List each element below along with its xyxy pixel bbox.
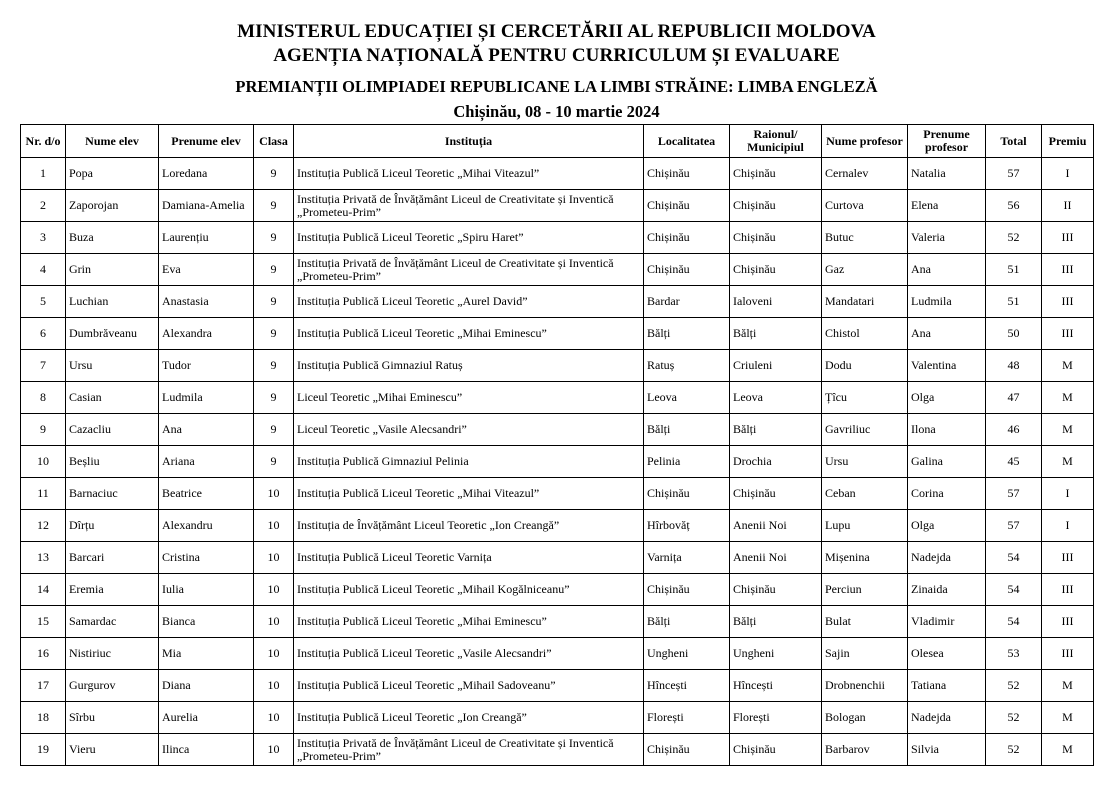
total-score-cell: 50 — [986, 318, 1042, 350]
prize-cell: M — [1042, 350, 1094, 382]
locality-cell: Varnița — [644, 542, 730, 574]
grade-cell: 9 — [254, 158, 294, 190]
prize-cell: I — [1042, 158, 1094, 190]
row-number-cell: 1 — [21, 158, 66, 190]
institution-cell: Liceul Teoretic „Mihai Eminescu” — [294, 382, 644, 414]
row-number-cell: 11 — [21, 478, 66, 510]
teacher-first-name-cell: Natalia — [908, 158, 986, 190]
total-score-cell: 54 — [986, 574, 1042, 606]
institution-cell: Instituția Privată de Învățământ Liceul de Creativitate și Inventică „Prometeu-Prim” — [294, 254, 644, 286]
col-header: Total — [986, 125, 1042, 158]
district-cell: Ialoveni — [730, 286, 822, 318]
locality-cell: Hîrbovăț — [644, 510, 730, 542]
last-name-cell: Nistiriuc — [66, 638, 159, 670]
district-cell: Chișinău — [730, 478, 822, 510]
institution-cell: Instituția Privată de Învățământ Liceul de Creativitate și Inventică „Prometeu-Prim” — [294, 190, 644, 222]
col-header: Localitatea — [644, 125, 730, 158]
prize-cell: III — [1042, 606, 1094, 638]
teacher-first-name-cell: Tatiana — [908, 670, 986, 702]
row-number-cell: 3 — [21, 222, 66, 254]
table-row — [21, 158, 1094, 190]
district-cell: Chișinău — [730, 574, 822, 606]
prize-cell: M — [1042, 670, 1094, 702]
locality-cell: Bălți — [644, 318, 730, 350]
last-name-cell: Cazacliu — [66, 414, 159, 446]
district-cell: Florești — [730, 702, 822, 734]
prize-cell: M — [1042, 734, 1094, 766]
teacher-first-name-cell: Silvia — [908, 734, 986, 766]
grade-cell: 9 — [254, 414, 294, 446]
institution-cell: Instituția Privată de Învățământ Liceul de Creativitate și Inventică „Prometeu-Prim” — [294, 734, 644, 766]
first-name-cell: Loredana — [159, 158, 254, 190]
table-row — [21, 254, 1094, 286]
prize-cell: III — [1042, 638, 1094, 670]
institution-cell: Instituția Publică Liceul Teoretic „Spiru Haret” — [294, 222, 644, 254]
institution-cell: Instituția Publică Liceul Teoretic „Mihai Viteazul” — [294, 158, 644, 190]
teacher-first-name-cell: Galina — [908, 446, 986, 478]
district-cell: Anenii Noi — [730, 542, 822, 574]
prize-cell: III — [1042, 286, 1094, 318]
teacher-last-name-cell: Cernalev — [822, 158, 908, 190]
table-row — [21, 478, 1094, 510]
institution-cell: Instituția Publică Gimnaziul Ratuș — [294, 350, 644, 382]
institution-cell: Instituția Publică Liceul Teoretic „Mihai Viteazul” — [294, 478, 644, 510]
teacher-first-name-cell: Ana — [908, 318, 986, 350]
last-name-cell: Gurgurov — [66, 670, 159, 702]
table-row — [21, 286, 1094, 318]
first-name-cell: Bianca — [159, 606, 254, 638]
institution-cell: Instituția de Învățământ Liceul Teoretic „Ion Creangă” — [294, 510, 644, 542]
grade-cell: 10 — [254, 510, 294, 542]
teacher-first-name-cell: Valeria — [908, 222, 986, 254]
grade-cell: 10 — [254, 574, 294, 606]
teacher-last-name-cell: Bulat — [822, 606, 908, 638]
teacher-first-name-cell: Olga — [908, 382, 986, 414]
teacher-first-name-cell: Ilona — [908, 414, 986, 446]
teacher-last-name-cell: Butuc — [822, 222, 908, 254]
last-name-cell: Dîrțu — [66, 510, 159, 542]
institution-cell: Instituția Publică Liceul Teoretic „Aurel David” — [294, 286, 644, 318]
row-number-cell: 19 — [21, 734, 66, 766]
institution-cell: Instituția Publică Liceul Teoretic „Mihai Eminescu” — [294, 606, 644, 638]
locality-cell: Florești — [644, 702, 730, 734]
institution-cell: Instituția Publică Gimnaziul Pelinia — [294, 446, 644, 478]
prize-cell: II — [1042, 190, 1094, 222]
last-name-cell: Dumbrăveanu — [66, 318, 159, 350]
locality-cell: Chișinău — [644, 734, 730, 766]
prize-cell: M — [1042, 414, 1094, 446]
teacher-last-name-cell: Țîcu — [822, 382, 908, 414]
total-score-cell: 51 — [986, 286, 1042, 318]
table-row — [21, 510, 1094, 542]
grade-cell: 10 — [254, 734, 294, 766]
col-header: Nume profesor — [822, 125, 908, 158]
total-score-cell: 52 — [986, 702, 1042, 734]
last-name-cell: Ursu — [66, 350, 159, 382]
first-name-cell: Eva — [159, 254, 254, 286]
teacher-first-name-cell: Ludmila — [908, 286, 986, 318]
table-row — [21, 702, 1094, 734]
district-cell: Hîncești — [730, 670, 822, 702]
teacher-last-name-cell: Mișenina — [822, 542, 908, 574]
locality-cell: Chișinău — [644, 190, 730, 222]
locality-cell: Ratuș — [644, 350, 730, 382]
teacher-last-name-cell: Curtova — [822, 190, 908, 222]
last-name-cell: Luchian — [66, 286, 159, 318]
institution-cell: Liceul Teoretic „Vasile Alecsandri” — [294, 414, 644, 446]
teacher-last-name-cell: Chistol — [822, 318, 908, 350]
prize-cell: M — [1042, 446, 1094, 478]
last-name-cell: Sîrbu — [66, 702, 159, 734]
row-number-cell: 16 — [21, 638, 66, 670]
grade-cell: 10 — [254, 702, 294, 734]
total-score-cell: 52 — [986, 670, 1042, 702]
prize-cell: M — [1042, 382, 1094, 414]
table-row — [21, 606, 1094, 638]
first-name-cell: Tudor — [159, 350, 254, 382]
prize-cell: M — [1042, 702, 1094, 734]
district-cell: Chișinău — [730, 222, 822, 254]
teacher-last-name-cell: Ceban — [822, 478, 908, 510]
row-number-cell: 6 — [21, 318, 66, 350]
total-score-cell: 53 — [986, 638, 1042, 670]
last-name-cell: Vieru — [66, 734, 159, 766]
row-number-cell: 12 — [21, 510, 66, 542]
row-number-cell: 4 — [21, 254, 66, 286]
laureates-table — [20, 124, 1094, 766]
total-score-cell: 57 — [986, 158, 1042, 190]
total-score-cell: 54 — [986, 542, 1042, 574]
prize-cell: III — [1042, 574, 1094, 606]
first-name-cell: Laurențiu — [159, 222, 254, 254]
district-cell: Bălți — [730, 318, 822, 350]
row-number-cell: 10 — [21, 446, 66, 478]
row-number-cell: 14 — [21, 574, 66, 606]
table-row — [21, 734, 1094, 766]
grade-cell: 9 — [254, 190, 294, 222]
district-cell: Bălți — [730, 414, 822, 446]
table-row — [21, 190, 1094, 222]
first-name-cell: Anastasia — [159, 286, 254, 318]
district-cell: Chișinău — [730, 734, 822, 766]
grade-cell: 10 — [254, 542, 294, 574]
first-name-cell: Diana — [159, 670, 254, 702]
table-row — [21, 382, 1094, 414]
district-cell: Leova — [730, 382, 822, 414]
teacher-first-name-cell: Vladimir — [908, 606, 986, 638]
grade-cell: 9 — [254, 318, 294, 350]
locality-cell: Bardar — [644, 286, 730, 318]
row-number-cell: 17 — [21, 670, 66, 702]
table-row — [21, 350, 1094, 382]
locality-cell: Chișinău — [644, 254, 730, 286]
district-cell: Ungheni — [730, 638, 822, 670]
header-agency: AGENȚIA NAȚIONALĂ PENTRU CURRICULUM ȘI EVALUARE — [273, 45, 840, 66]
table-row — [21, 638, 1094, 670]
last-name-cell: Grin — [66, 254, 159, 286]
district-cell: Anenii Noi — [730, 510, 822, 542]
prize-cell: III — [1042, 542, 1094, 574]
locality-cell: Bălți — [644, 414, 730, 446]
prize-cell: I — [1042, 510, 1094, 542]
institution-cell: Instituția Publică Liceul Teoretic „Mihail Sadoveanu” — [294, 670, 644, 702]
prize-cell: III — [1042, 318, 1094, 350]
row-number-cell: 18 — [21, 702, 66, 734]
teacher-first-name-cell: Nadejda — [908, 702, 986, 734]
last-name-cell: Popa — [66, 158, 159, 190]
teacher-first-name-cell: Zinaida — [908, 574, 986, 606]
teacher-first-name-cell: Ana — [908, 254, 986, 286]
total-score-cell: 56 — [986, 190, 1042, 222]
grade-cell: 9 — [254, 446, 294, 478]
col-header: Prenume profesor — [908, 125, 986, 158]
teacher-last-name-cell: Sajin — [822, 638, 908, 670]
col-header: Clasa — [254, 125, 294, 158]
teacher-last-name-cell: Gaz — [822, 254, 908, 286]
header-ministry: MINISTERUL EDUCAȚIEI ȘI CERCETĂRII AL REPUBLICII MOLDOVA — [237, 21, 876, 42]
first-name-cell: Alexandra — [159, 318, 254, 350]
grade-cell: 9 — [254, 382, 294, 414]
total-score-cell: 48 — [986, 350, 1042, 382]
locality-cell: Pelinia — [644, 446, 730, 478]
locality-cell: Chișinău — [644, 574, 730, 606]
first-name-cell: Cristina — [159, 542, 254, 574]
table-header-row — [21, 125, 1094, 158]
first-name-cell: Ilinca — [159, 734, 254, 766]
col-header: Instituția — [294, 125, 644, 158]
district-cell: Chișinău — [730, 190, 822, 222]
col-header: Nume elev — [66, 125, 159, 158]
first-name-cell: Ana — [159, 414, 254, 446]
first-name-cell: Aurelia — [159, 702, 254, 734]
header-title: PREMIANȚII OLIMPIADEI REPUBLICANE LA LIMBI STRĂINE: LIMBA ENGLEZĂ — [235, 77, 878, 96]
teacher-first-name-cell: Nadejda — [908, 542, 986, 574]
grade-cell: 10 — [254, 606, 294, 638]
grade-cell: 10 — [254, 670, 294, 702]
district-cell: Chișinău — [730, 254, 822, 286]
first-name-cell: Alexandru — [159, 510, 254, 542]
teacher-last-name-cell: Lupu — [822, 510, 908, 542]
grade-cell: 9 — [254, 254, 294, 286]
total-score-cell: 57 — [986, 478, 1042, 510]
total-score-cell: 57 — [986, 510, 1042, 542]
last-name-cell: Barnaciuc — [66, 478, 159, 510]
prize-cell: III — [1042, 222, 1094, 254]
locality-cell: Chișinău — [644, 222, 730, 254]
district-cell: Chișinău — [730, 158, 822, 190]
table-row — [21, 318, 1094, 350]
last-name-cell: Beșliu — [66, 446, 159, 478]
table-row — [21, 542, 1094, 574]
first-name-cell: Damiana-Amelia — [159, 190, 254, 222]
last-name-cell: Buza — [66, 222, 159, 254]
teacher-last-name-cell: Gavriliuc — [822, 414, 908, 446]
total-score-cell: 47 — [986, 382, 1042, 414]
teacher-last-name-cell: Drobnenchii — [822, 670, 908, 702]
teacher-last-name-cell: Bologan — [822, 702, 908, 734]
total-score-cell: 45 — [986, 446, 1042, 478]
table-row — [21, 222, 1094, 254]
prize-cell: I — [1042, 478, 1094, 510]
row-number-cell: 8 — [21, 382, 66, 414]
col-header: Prenume elev — [159, 125, 254, 158]
total-score-cell: 46 — [986, 414, 1042, 446]
total-score-cell: 52 — [986, 222, 1042, 254]
institution-cell: Instituția Publică Liceul Teoretic „Vasile Alecsandri” — [294, 638, 644, 670]
institution-cell: Instituția Publică Liceul Teoretic „Ion Creangă” — [294, 702, 644, 734]
teacher-last-name-cell: Perciun — [822, 574, 908, 606]
institution-cell: Instituția Publică Liceul Teoretic Varnița — [294, 542, 644, 574]
header-date: Chișinău, 08 - 10 martie 2024 — [453, 102, 660, 121]
table-row — [21, 446, 1094, 478]
row-number-cell: 15 — [21, 606, 66, 638]
table-body — [21, 158, 1094, 766]
locality-cell: Hîncești — [644, 670, 730, 702]
row-number-cell: 5 — [21, 286, 66, 318]
last-name-cell: Samardac — [66, 606, 159, 638]
row-number-cell: 13 — [21, 542, 66, 574]
locality-cell: Chișinău — [644, 478, 730, 510]
teacher-first-name-cell: Valentina — [908, 350, 986, 382]
total-score-cell: 52 — [986, 734, 1042, 766]
total-score-cell: 54 — [986, 606, 1042, 638]
last-name-cell: Barcari — [66, 542, 159, 574]
first-name-cell: Iulia — [159, 574, 254, 606]
total-score-cell: 51 — [986, 254, 1042, 286]
table-row — [21, 414, 1094, 446]
last-name-cell: Zaporojan — [66, 190, 159, 222]
grade-cell: 9 — [254, 350, 294, 382]
col-header: Premiu — [1042, 125, 1094, 158]
grade-cell: 10 — [254, 478, 294, 510]
institution-cell: Instituția Publică Liceul Teoretic „Mihai Eminescu” — [294, 318, 644, 350]
first-name-cell: Ariana — [159, 446, 254, 478]
grade-cell: 10 — [254, 638, 294, 670]
table-row — [21, 670, 1094, 702]
institution-cell: Instituția Publică Liceul Teoretic „Mihail Kogălniceanu” — [294, 574, 644, 606]
teacher-last-name-cell: Ursu — [822, 446, 908, 478]
teacher-last-name-cell: Dodu — [822, 350, 908, 382]
table-row — [21, 574, 1094, 606]
prize-cell: III — [1042, 254, 1094, 286]
teacher-first-name-cell: Corina — [908, 478, 986, 510]
district-cell: Criuleni — [730, 350, 822, 382]
district-cell: Drochia — [730, 446, 822, 478]
teacher-first-name-cell: Elena — [908, 190, 986, 222]
last-name-cell: Casian — [66, 382, 159, 414]
teacher-first-name-cell: Olga — [908, 510, 986, 542]
teacher-last-name-cell: Mandatari — [822, 286, 908, 318]
col-header: Nr. d/o — [21, 125, 66, 158]
locality-cell: Chișinău — [644, 158, 730, 190]
col-header: Raionul/ Municipiul — [730, 125, 822, 158]
row-number-cell: 2 — [21, 190, 66, 222]
district-cell: Bălți — [730, 606, 822, 638]
row-number-cell: 9 — [21, 414, 66, 446]
row-number-cell: 7 — [21, 350, 66, 382]
first-name-cell: Ludmila — [159, 382, 254, 414]
grade-cell: 9 — [254, 222, 294, 254]
locality-cell: Leova — [644, 382, 730, 414]
teacher-first-name-cell: Olesea — [908, 638, 986, 670]
first-name-cell: Beatrice — [159, 478, 254, 510]
first-name-cell: Mia — [159, 638, 254, 670]
grade-cell: 9 — [254, 286, 294, 318]
last-name-cell: Eremia — [66, 574, 159, 606]
teacher-last-name-cell: Barbarov — [822, 734, 908, 766]
locality-cell: Ungheni — [644, 638, 730, 670]
locality-cell: Bălți — [644, 606, 730, 638]
